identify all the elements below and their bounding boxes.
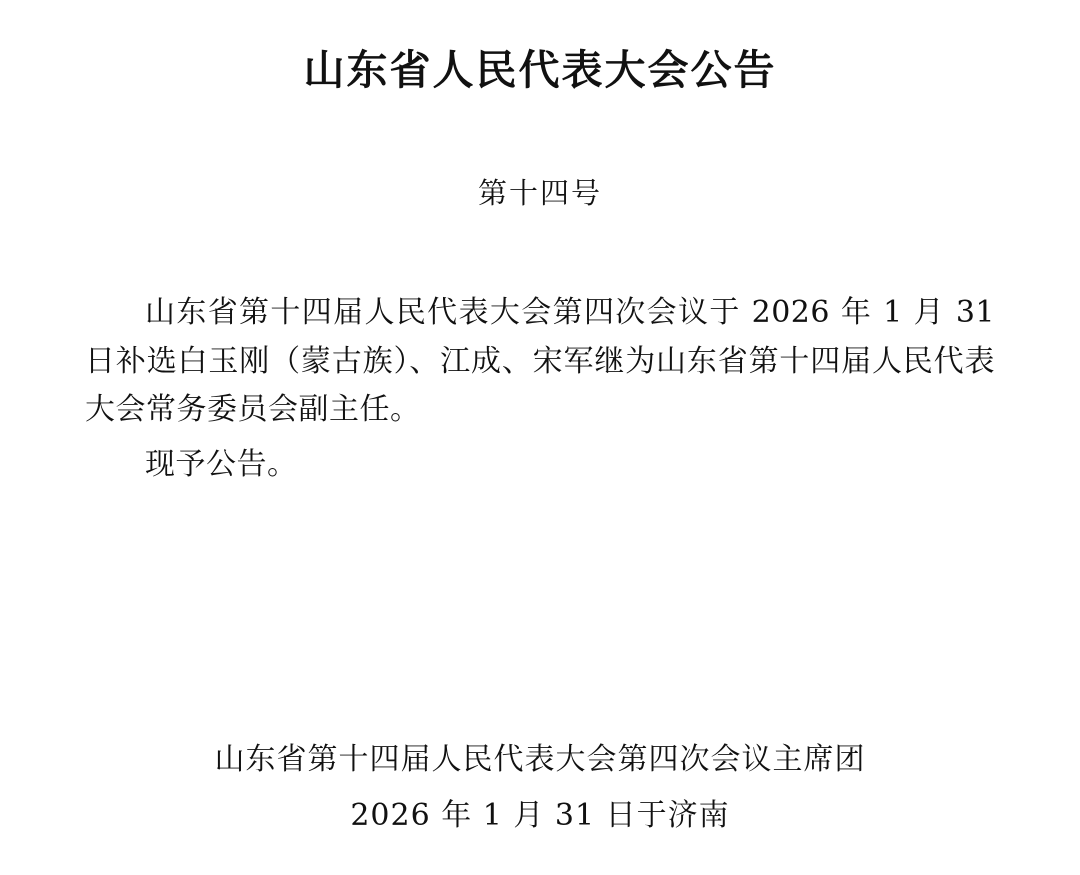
signature-block — [85, 736, 995, 841]
body-paragraph: 现予公告。 — [145, 446, 298, 482]
document-number: 第十四号 — [477, 176, 602, 211]
signature-date-place: 2026 年 1 月 31 日于济南 — [350, 798, 730, 834]
body-paragraph: 山东省第十四届人民代表大会第四次会议于 2026 年 1 月 31 日补选白玉刚（蒙古族）、江成、宋军继为山东省第十四届人民代表大会常务委员会副主任。 — [85, 294, 995, 428]
document-body — [85, 213, 995, 489]
page-title: 山东省人民代表大会公告 — [303, 46, 777, 94]
signature-issuer: 山东省第十四届人民代表大会第四次会议主席团 — [214, 741, 866, 777]
